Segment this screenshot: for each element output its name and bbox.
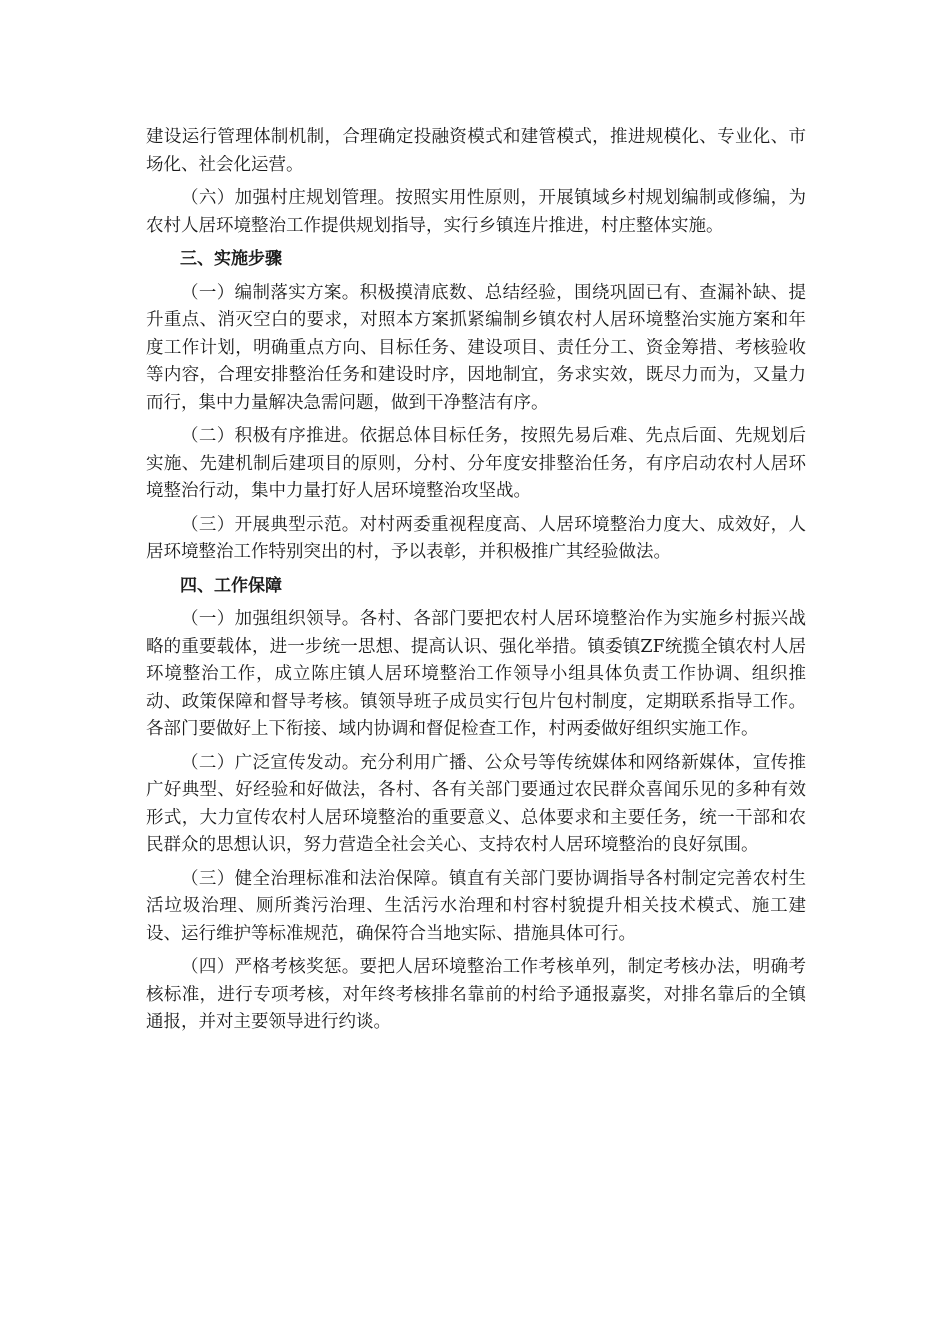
paragraph-step-2: （二）积极有序推进。依据总体目标任务，按照先易后难、先点后面、先规划后实施、先建机制后建项目的原则，分村、分年度安排整治任务，有序启动农村人居环境整治行动，集中力量打好人居环境整治攻坚战。 bbox=[146, 426, 806, 501]
document-body bbox=[146, 124, 806, 1043]
paragraph-guarantee-3: （三）健全治理标准和法治保障。镇直有关部门要协调指导各村制定完善农村生活垃圾治理、厕所粪污治理、生活污水治理和村容村貌提升相关技术模式、施工建设、运行维护等标准规范，确保符合当地实际、措施具体可行。 bbox=[146, 868, 806, 944]
section-heading-work-guarantee: 四、工作保障 bbox=[180, 575, 282, 596]
paragraph-continued: 建设运行管理体制机制，合理确定投融资模式和建管模式，推进规模化、专业化、市场化、社会化运营。 bbox=[146, 127, 806, 175]
paragraph-step-3: （三）开展典型示范。对村两委重视程度高、人居环境整治力度大、成效好，人居环境整治工作特别突出的村，予以表彰，并积极推广其经验做法。 bbox=[146, 514, 806, 562]
paragraph-guarantee-2: （二）广泛宣传发动。充分利用广播、公众号等传统媒体和网络新媒体，宣传推广好典型、好经验和好做法，各村、各有关部门要通过农民群众喜闻乐见的多种有效形式，大力宣传农村人居环境整治的重要意义、总体要求和主要任务，统一干部和农民群众的思想认识，努力营造全社会关心、支持农村人居环境整治的良好氛围。 bbox=[146, 752, 806, 855]
paragraph-step-1: （一）编制落实方案。积极摸清底数、总结经验，围绕巩固已有、查漏补缺、提升重点、消灭空白的要求，对照本方案抓紧编制乡镇农村人居环境整治实施方案和年度工作计划，明确重点方向、目标任务、建设项目、责任分工、资金筹措、考核验收等内容，合理安排整治任务和建设时序，因地制宜，务求实效，既尽力而为，又量力而行，集中力量解决急需问题，做到干净整洁有序。 bbox=[146, 282, 806, 413]
paragraph-planning-management: （六）加强村庄规划管理。按照实用性原则，开展镇域乡村规划编制或修编，为农村人居环境整治工作提供规划指导，实行乡镇连片推进，村庄整体实施。 bbox=[146, 188, 806, 236]
section-heading-implementation-steps: 三、实施步骤 bbox=[180, 249, 282, 269]
paragraph-guarantee-4: （四）严格考核奖惩。要把人居环境整治工作考核单列，制定考核办法，明确考核标准，进行专项考核，对年终考核排名靠前的村给予通报嘉奖，对排名靠后的全镇通报，并对主要领导进行约谈。 bbox=[146, 957, 806, 1032]
paragraph-guarantee-1: （一）加强组织领导。各村、各部门要把农村人居环境整治作为实施乡村振兴战略的重要载体，进一步统一思想、提高认识、强化举措。镇委镇ZF统揽全镇农村人居环境整治工作，成立陈庄镇人居环境整治工作领导小组具体负责工作协调、组织推动、政策保障和督导考核。镇领导班子成员实行包片包村制度，定期联系指导工作。各部门要做好上下衔接、域内协调和督促检查工作，村两委做好组织实施工作。 bbox=[146, 609, 806, 739]
